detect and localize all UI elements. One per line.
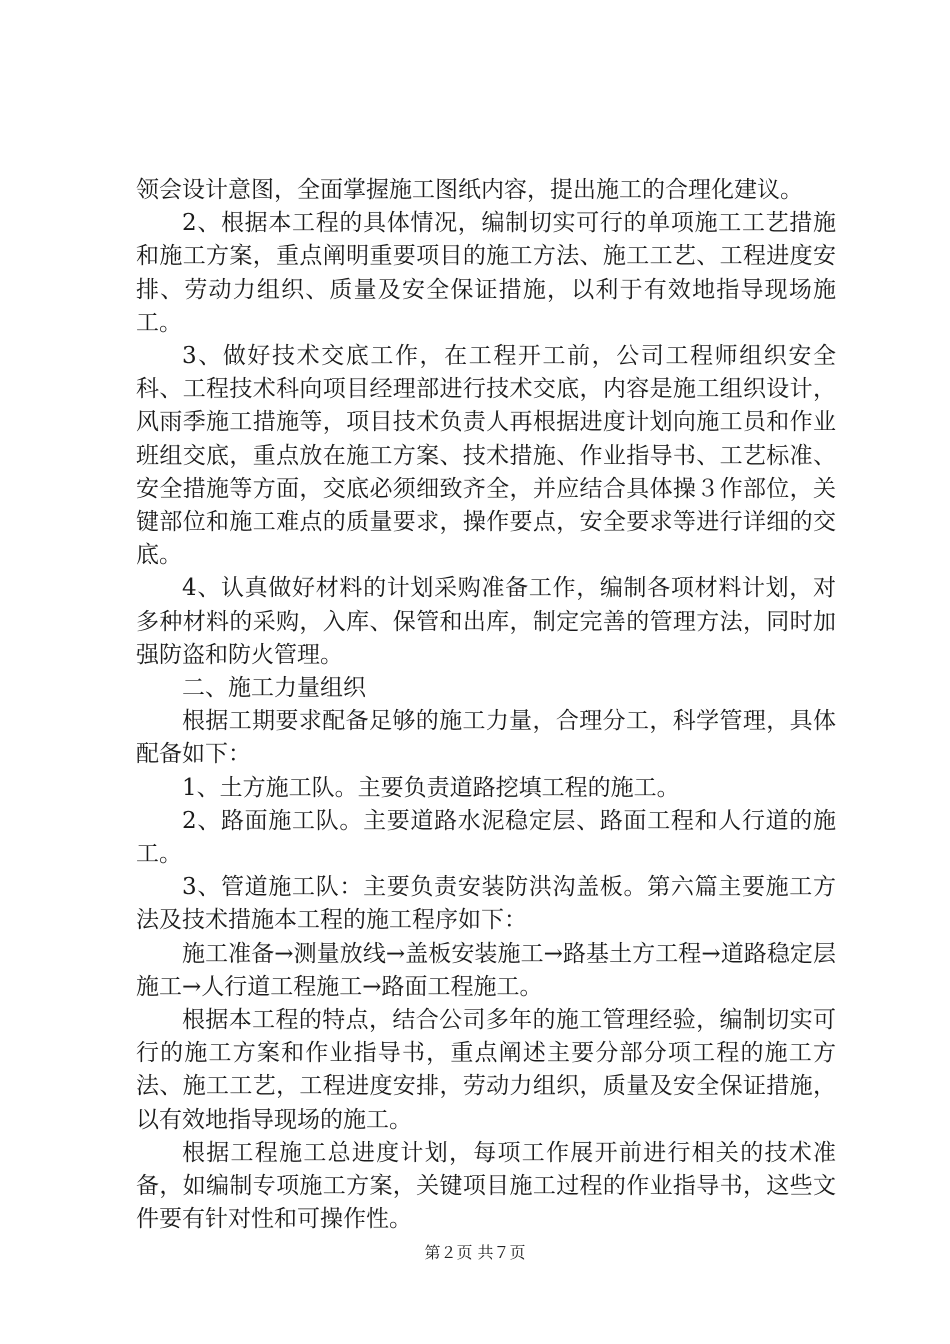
page-footer: 第２页 共７页 xyxy=(424,1243,526,1262)
paragraph-3: 3、做好技术交底工作，在工程开工前，公司工程师组织安全科、工程技术科向项目经理部进行技术交底，内容是施工组织设计，风雨季施工措施等，项目技术负责人再根据进度计划向施工员和作业班组交底，重点放在施工方案、技术措施、作业指导书、工艺标准、安全措施等方面，交底必须细致齐全，并应结合具体操３作部位，关键部位和施工难点的质量要求，操作要点，安全要求等进行详细的交底。 xyxy=(136,343,836,569)
paragraph-8: 3、管道施工队：主要负责安装防洪沟盖板。第六篇主要施工方法及技术措施本工程的施工程序如下： xyxy=(136,874,836,934)
document-body xyxy=(136,174,836,1237)
paragraph-4: 4、认真做好材料的计划采购准备工作，编制各项材料计划，对多种材料的采购，入库、保管和出库，制定完善的管理方法，同时加强防盗和防火管理。 xyxy=(136,575,836,668)
paragraph-7: 2、路面施工队。主要道路水泥稳定层、路面工程和人行道的施工。 xyxy=(136,807,836,868)
paragraph-11: 根据工程施工总进度计划，每项工作展开前进行相关的技术准备，如编制专项施工方案，关键项目施工过程的作业指导书，这些文件要有针对性和可操作性。 xyxy=(136,1139,836,1233)
paragraph-9: 施工准备→测量放线→盖板安装施工→路基土方工程→道路稳定层施工→人行道工程施工→路面工程施工。 xyxy=(136,940,836,1000)
paragraph-2: 2、根据本工程的具体情况，编制切实可行的单项施工工艺措施和施工方案，重点阐明重要项目的施工方法、施工工艺、工程进度安排、劳动力组织、质量及安全保证措施，以利于有效地指导现场施工。 xyxy=(136,210,836,336)
section-heading: 二、施工力量组织 xyxy=(182,675,366,702)
paragraph-5: 根据工期要求配备足够的施工力量，合理分工，科学管理，具体配备如下： xyxy=(136,708,836,768)
paragraph-10: 根据本工程的特点，结合公司多年的施工管理经验，编制切实可行的施工方案和作业指导书，重点阐述主要分部分项工程的施工方法、施工工艺，工程进度安排，劳动力组织，质量及安全保证措施，以有效地指导现场的施工。 xyxy=(136,1007,836,1133)
paragraph-1: 领会设计意图，全面掌握施工图纸内容，提出施工的合理化建议。 xyxy=(136,177,803,203)
paragraph-6: 1、土方施工队。主要负责道路挖填工程的施工。 xyxy=(182,774,680,801)
